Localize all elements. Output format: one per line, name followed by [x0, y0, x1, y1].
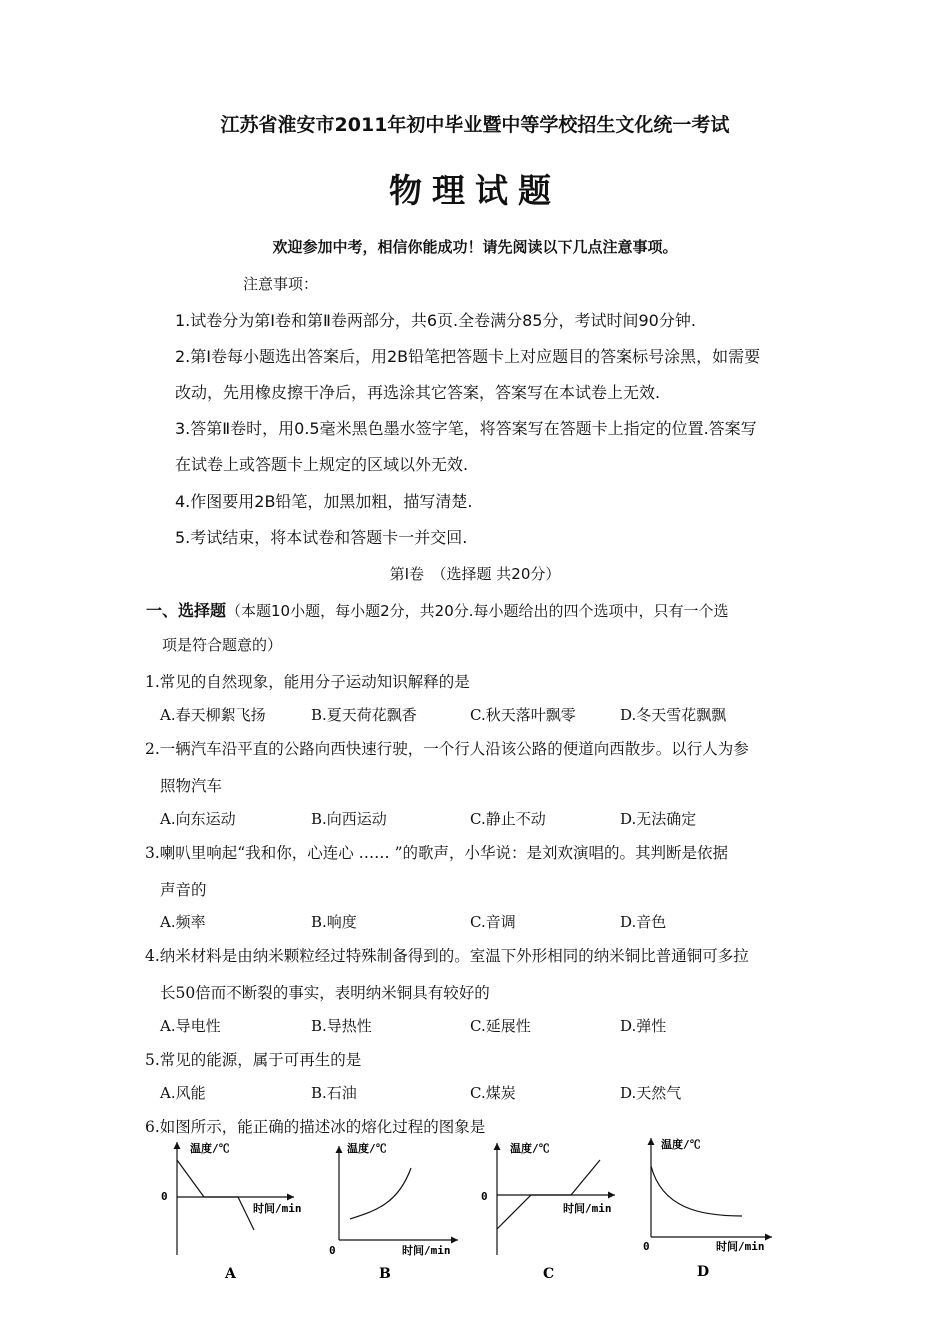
option-b: B.向西运动 [311, 810, 387, 828]
option-c: C.静止不动 [470, 810, 546, 828]
part-label: 一、选择题 [146, 601, 227, 620]
question-stem-cont: 声音的 [160, 881, 207, 899]
option-b: B.石油 [311, 1084, 357, 1102]
option-c: C.秋天落叶飘零 [470, 706, 576, 724]
part-description-2: 项是符合题意的） [162, 636, 283, 654]
temperature-curve [350, 1168, 411, 1219]
graph-c [481, 1141, 615, 1282]
notice-line: 改动，先用橡皮擦干净后，再选涂其它答案，答案写在本试卷上无效. [175, 383, 661, 402]
graph-label: B [379, 1266, 391, 1282]
notice-line: 1.试卷分为第Ⅰ卷和第Ⅱ卷两部分，共6页.全卷满分85分，考试时间90分钟. [175, 311, 696, 330]
question-stem: 2.一辆汽车沿平直的公路向西快速行驶，一个行人沿该公路的便道向西散步。以行人为参 [145, 740, 749, 758]
graph-label: C [543, 1266, 555, 1282]
option-a: A.春天柳絮飞扬 [160, 706, 266, 724]
y-axis-label: 温度/℃ [190, 1142, 230, 1155]
graph-a [161, 1141, 302, 1282]
question-stem-cont: 长50倍而不断裂的事实，表明纳米铜具有较好的 [160, 984, 490, 1002]
y-axis-label: 温度/℃ [510, 1142, 550, 1155]
origin-label: 0 [481, 1190, 488, 1203]
option-d: D.弹性 [620, 1017, 667, 1035]
option-d: D.天然气 [620, 1084, 682, 1102]
question-stem: 3.喇叭里响起“我和你，心连心 …… ”的歌声，小华说：是刘欢演唱的。其判断是依据 [145, 844, 728, 862]
x-axis-label: 时间/min [563, 1202, 612, 1215]
notice-line: 5.考试结束，将本试卷和答题卡一并交回. [175, 528, 468, 547]
notice-line: 在试卷上或答题卡上规定的区域以外无效. [175, 455, 469, 474]
y-axis-label: 温度/℃ [347, 1142, 387, 1155]
x-axis-label: 时间/min [716, 1240, 765, 1253]
graph-d [643, 1137, 772, 1280]
question-stem: 1.常见的自然现象，能用分子运动知识解释的是 [145, 673, 470, 691]
option-a: A.频率 [160, 913, 206, 931]
temperature-curve [177, 1160, 254, 1230]
y-axis-label: 温度/℃ [661, 1138, 701, 1151]
part-description: （本题10小题，每小题2分，共20分.每小题给出的四个选项中，只有一个选 [226, 602, 729, 620]
graph-b [329, 1141, 458, 1282]
question-stem: 5.常见的能源，属于可再生的是 [145, 1051, 362, 1069]
notice-line: 4.作图要用2B铅笔，加黑加粗，描写清楚. [175, 492, 473, 511]
origin-label: 0 [161, 1190, 168, 1203]
x-axis-label: 时间/min [253, 1202, 302, 1215]
option-a: A.导电性 [160, 1017, 221, 1035]
subject-title: 物理试题 [389, 171, 561, 210]
graph-label: A [225, 1266, 236, 1282]
option-d: D.冬天雪花飘飘 [620, 706, 727, 724]
notice-line: 3.答第Ⅱ卷时，用0.5毫米黑色墨水签字笔，将答案写在答题卡上指定的位置.答案写 [175, 419, 757, 438]
question-stem-cont: 照物汽车 [160, 777, 223, 795]
question-stem: 4.纳米材料是由纳米颗粒经过特殊制备得到的。室温下外形相同的纳米铜比普通铜可多拉 [145, 947, 749, 965]
origin-label: 0 [329, 1244, 336, 1257]
option-d: D.无法确定 [620, 810, 697, 828]
welcome-text: 欢迎参加中考，相信你能成功！请先阅读以下几点注意事项。 [272, 238, 678, 256]
graph-label: D [697, 1264, 710, 1280]
option-a: A.向东运动 [160, 810, 236, 828]
section-heading: 第Ⅰ卷 （选择题 共20分） [389, 565, 561, 583]
option-b: B.导热性 [311, 1017, 372, 1035]
notice-heading: 注意事项： [243, 275, 319, 293]
option-b: B.夏天荷花飘香 [311, 706, 417, 724]
option-c: C.音调 [470, 913, 516, 931]
option-c: C.煤炭 [470, 1084, 516, 1102]
option-b: B.响度 [311, 913, 357, 931]
question-stem: 6.如图所示，能正确的描述冰的熔化过程的图象是 [145, 1118, 486, 1136]
x-axis-label: 时间/min [402, 1244, 451, 1257]
origin-label: 0 [643, 1240, 650, 1253]
option-a: A.风能 [160, 1084, 206, 1102]
notice-line: 2.第Ⅰ卷每小题选出答案后，用2B铅笔把答题卡上对应题目的答案标号涂黑，如需要 [175, 347, 761, 366]
temperature-curve [651, 1166, 742, 1216]
option-d: D.音色 [620, 913, 667, 931]
exam-title: 江苏省淮安市2011年初中毕业暨中等学校招生文化统一考试 [220, 114, 730, 136]
option-c: C.延展性 [470, 1017, 531, 1035]
